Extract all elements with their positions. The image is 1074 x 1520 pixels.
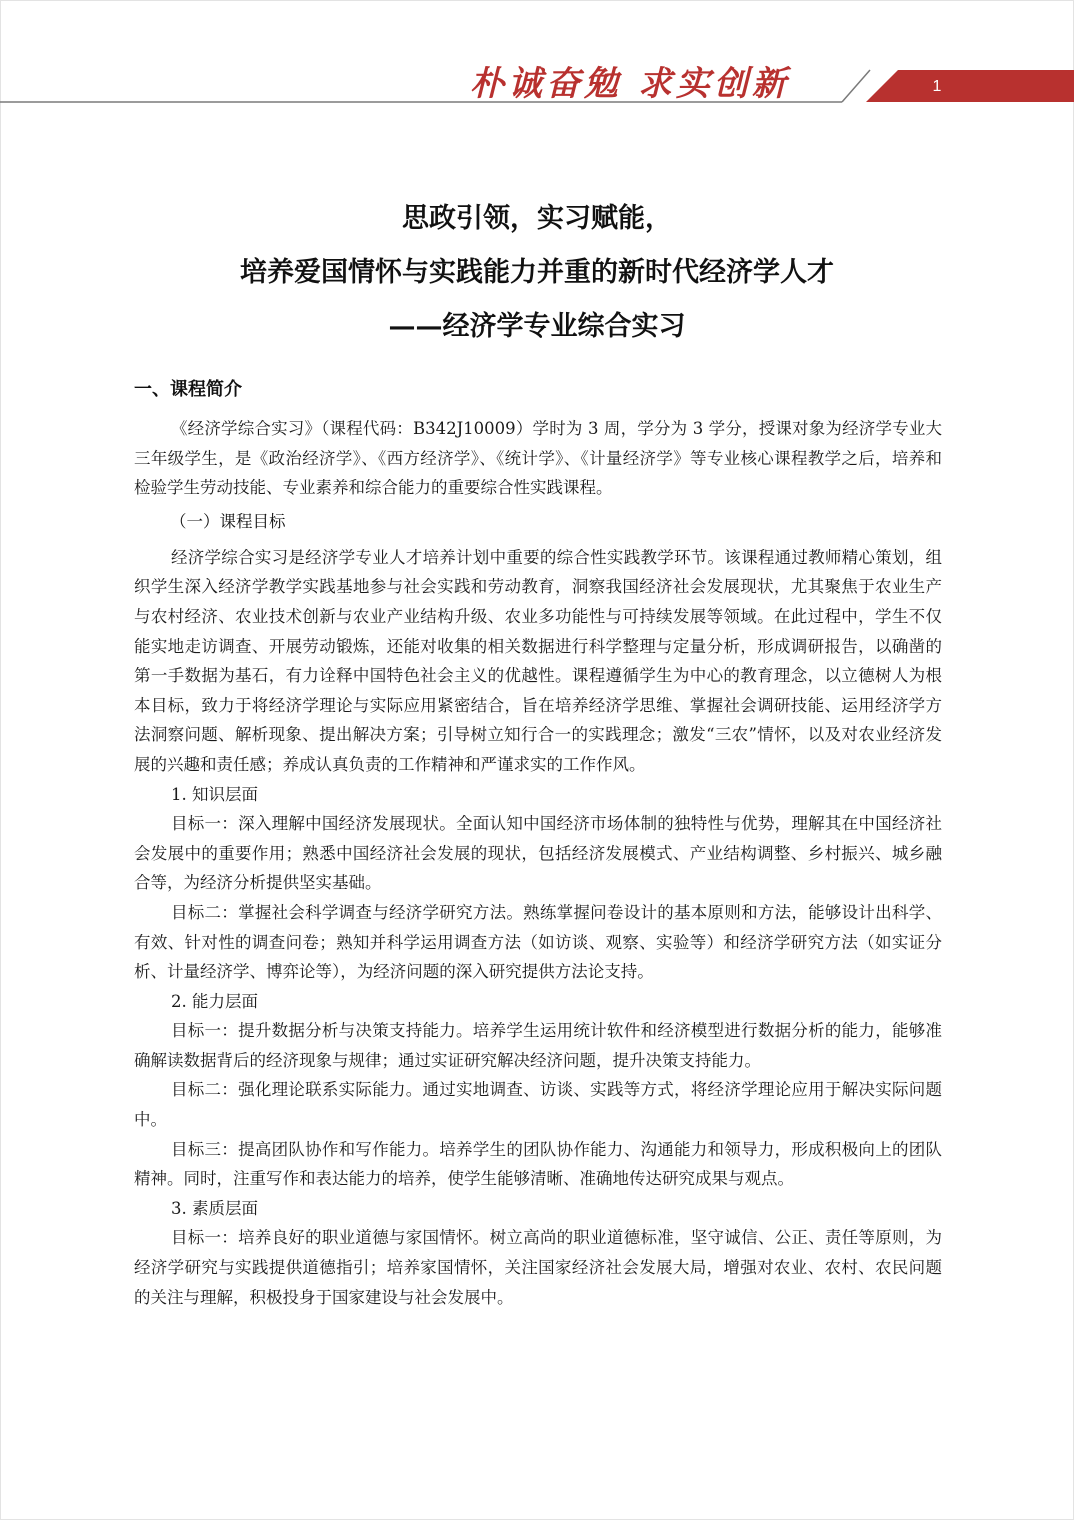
title-line-1: 思政引领，实习赋能， [402,203,672,234]
knowledge-goal-1: 目标一：深入理解中国经济发展现状。全面认知中国经济市场体制的独特性与优势，理解其在中国经济社会发展中的重要作用；熟悉中国经济社会发展的现状，包括经济发展模式、产业结构调整、乡村振兴、城乡融合等，为经济分析提供坚实基础。 [134,814,942,893]
quality-goal-1: 目标一：培养良好的职业道德与家国情怀。树立高尚的职业道德标准，坚守诚信、公正、责任等原则，为经济学研究与实践提供道德指引；培养家国情怀，关注国家经济社会发展大局，增强对农业、农村、农民问题的关注与理解，积极投身于国家建设与社会发展中。 [134,1228,942,1307]
quality-level-heading: 3. 素质层面 [171,1198,258,1218]
document-body [134,372,942,1312]
ability-goal-2: 目标二：强化理论联系实际能力。通过实地调查、访谈、实践等方式，将经济学理论应用于解决实际问题中。 [134,1080,942,1130]
subsection-heading-goals: （一）课程目标 [170,511,286,531]
ability-level-heading: 2. 能力层面 [171,991,258,1011]
title-line-3: ——经济学专业综合实习 [388,311,686,342]
ability-goal-1: 目标一：提升数据分析与决策支持能力。培养学生运用统计软件和经济模型进行数据分析的能力，能够准确解读数据背后的经济现象与规律；通过实证研究解决经济问题，提升决策支持能力。 [134,1021,942,1070]
header-slash [842,70,870,102]
page-header [0,0,1074,110]
header-red-tab [866,70,1074,102]
ability-goal-3: 目标三：提高团队协作和写作能力。培养学生的团队协作能力、沟通能力和领导力，形成积极向上的团队精神。同时，注重写作和表达能力的培养，使学生能够清晰、准确地传达研究成果与观点。 [134,1139,942,1189]
page-number: 1 [932,78,942,95]
title-line-2: 培养爱国情怀与实践能力并重的新时代经济学人才 [240,257,834,288]
knowledge-level-heading: 1. 知识层面 [171,784,258,804]
goals-paragraph: 经济学综合实习是经济学专业人才培养计划中重要的综合性实践教学环节。该课程通过教师精心策划，组织学生深入经济学教学实践基地参与社会实践和劳动教育，洞察我国经济社会发展现状，尤其聚焦于农业生产与农村经济、农业技术创新与农业产业结构升级、农业多功能性与可持续发展等领域。在此过程中，学生不仅能实地走访调查、开展劳动锻炼，还能对收集的相关数据进行科学整理与定量分析，形成调研报告，以确凿的第一手数据为基石，有力诠释中国特色社会主义的优越性。课程遵循学生为中心的教育理念，以立德树人为根本目标，致力于将经济学理论与实际应用紧密结合，旨在培养经济学思维、掌握社会调研技能、运用经济学方法洞察问题、解析现象、提出解决方案；引导树立知行合一的实践理念；激发“三农”情怀，以及对农业经济发展的兴趣和责任感；养成认真负责的工作精神和严谨求实的工作作风。 [134,547,942,774]
knowledge-goal-2: 目标二：掌握社会科学调查与经济学研究方法。熟练掌握问卷设计的基本原则和方法，能够设计出科学、有效、针对性的调查问卷；熟知并科学运用调查方法（如访谈、观察、实验等）和经济学研究方法（如实证分析、计量经济学、博弈论等），为经济问题的深入研究提供方法论支持。 [134,902,942,982]
document-title [0,192,1074,354]
intro-paragraph: 《经济学综合实习》（课程代码：B342J10009）学时为 3 周，学分为 3 学分，授课对象为经济学专业大三年级学生，是《政治经济学》、《西方经济学》、《统计学》、《计量经济学》等专业核心课程教学之后，培养和检验学生劳动技能、专业素养和综合能力的重要综合性实践课程。 [134,419,942,498]
school-motto: 朴诚奋勉 求实创新 [470,64,790,104]
section-heading-intro: 一、课程简介 [134,379,242,400]
